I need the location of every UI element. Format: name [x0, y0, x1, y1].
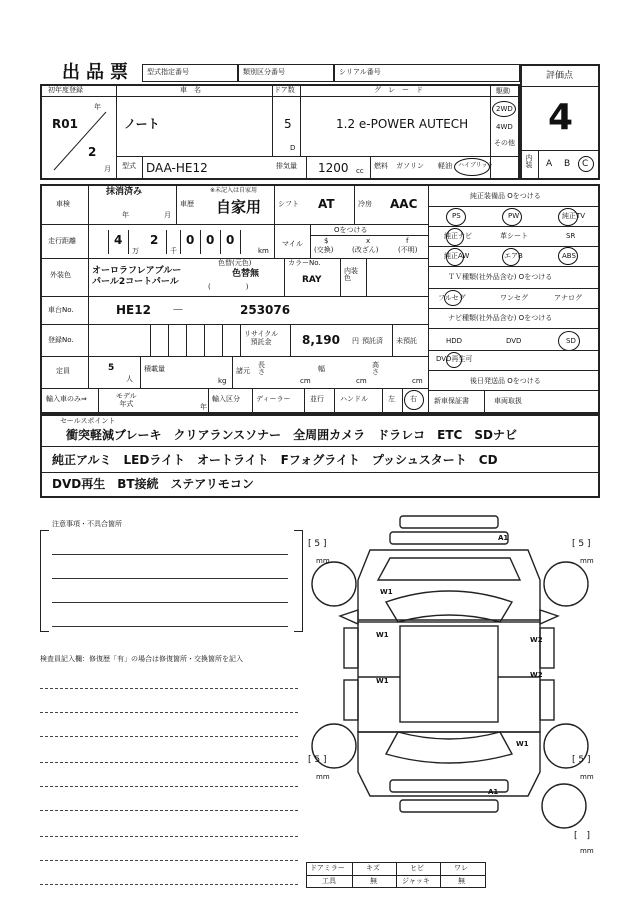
- width-cm: cm: [356, 377, 367, 385]
- import-label: 輸入車のみ⇒: [46, 395, 87, 403]
- mileage-digit-2: 2: [150, 233, 159, 247]
- fuel-diesel: 軽油: [438, 162, 452, 170]
- interior-label: 内装: [525, 154, 533, 168]
- mileage-digit-4: 0: [206, 233, 215, 247]
- footer-jack: ジャッキ: [402, 877, 430, 885]
- equip-tv-circle: [558, 208, 578, 226]
- length-cm: cm: [300, 377, 311, 385]
- equip-abs: ABS: [562, 252, 576, 260]
- sales-line-1: 衝突軽減ブレーキ クリアランスソナー 全周囲カメラ ドラレコ ETC SDナビ: [66, 428, 517, 442]
- capacity-unit: 人: [126, 375, 133, 383]
- meter-opt-3-symbol: f: [406, 237, 409, 245]
- int-color-label: 内装色: [344, 267, 358, 282]
- drive-2wd-circle: [492, 101, 516, 117]
- car-name: ノート: [124, 117, 160, 131]
- eval-box: [520, 64, 600, 180]
- equip-nav: 純正ナビ: [444, 232, 472, 240]
- model-year-label: モデル 年式: [116, 392, 137, 409]
- mark-w1-rear: W1: [516, 740, 529, 748]
- footer-h4: ワレ: [454, 864, 468, 872]
- displacement-label: 排気量: [276, 162, 297, 170]
- recycle-label: リサイクル 預託金: [244, 330, 279, 347]
- sales-line-3: DVD再生 BT接続 ステアリモコン: [52, 477, 254, 491]
- load-kg: kg: [218, 377, 227, 385]
- car-damage-diagram: [300, 510, 600, 830]
- shaken-value: 抹消済み: [106, 187, 143, 197]
- ext-color-label: 外装色: [50, 271, 71, 279]
- height-cm: cm: [412, 377, 423, 385]
- fuel-hybrid-circle: [454, 158, 490, 176]
- doors-value: 5: [284, 117, 292, 131]
- reg-slash: [48, 104, 112, 174]
- mark-a1-front: A1: [498, 534, 509, 542]
- cc-unit: cc: [356, 167, 364, 175]
- grade-label: グ レ ー ド: [374, 86, 423, 94]
- footer-h1: ドアミラー: [310, 864, 345, 872]
- eval-label: 評価点: [546, 71, 574, 81]
- dvd-circle: [446, 352, 462, 368]
- tv-fullseg: フルセグ: [438, 294, 466, 302]
- equip-abs-circle: [558, 247, 578, 265]
- nav-sd-circle: [558, 331, 580, 351]
- reg-label: 初年度登録: [48, 86, 83, 94]
- mile-label: マイル: [282, 240, 303, 248]
- form-label-type: 型式指定番号: [142, 64, 238, 82]
- history-label: 車歴: [180, 200, 194, 208]
- tire-fr-bracket: [ 5 ]: [572, 539, 591, 549]
- ac-value: AAC: [390, 197, 418, 211]
- mark-w2-rear-right: W2: [530, 671, 543, 679]
- mileage-digit-1: 4: [114, 233, 123, 247]
- nav-sd: SD: [566, 337, 576, 345]
- year-mark: 年: [94, 103, 101, 111]
- month-mark: 月: [104, 165, 111, 173]
- tv-oneseg: ワンセグ: [500, 294, 528, 302]
- eval-score: 4: [548, 97, 574, 138]
- form-label-serial: シリアル番号: [334, 64, 520, 82]
- import-dealer: ディーラー: [256, 395, 291, 403]
- length-label: 長さ: [258, 361, 265, 376]
- grade-value: 1.2 e-POWER AUTECH: [336, 117, 469, 131]
- history-note: ※未記入は自家用: [210, 187, 258, 194]
- chassis-label: 車台No.: [48, 306, 74, 314]
- equipment-title: 純正装備品 Oをつける: [470, 192, 541, 200]
- import-parallel: 並行: [310, 395, 324, 403]
- nav-dvd: DVD: [506, 337, 522, 345]
- drive-2wd: 2WD: [496, 105, 513, 113]
- sen-unit: 千: [170, 247, 177, 255]
- tire-fl-mm: mm: [316, 557, 330, 565]
- shift-value: AT: [318, 197, 335, 211]
- doors-label: ドア数: [274, 86, 295, 94]
- mileage-digit-3: 0: [186, 233, 195, 247]
- chassis-dash: －: [172, 303, 185, 317]
- chassis-prefix: HE12: [116, 303, 151, 317]
- drive-4wd: 4WD: [496, 123, 513, 131]
- fuel-hybrid: ハイブリット: [458, 162, 494, 169]
- model-label: 型式: [122, 162, 136, 170]
- drive-other: その他: [494, 139, 515, 147]
- equip-aw-circle: [446, 248, 464, 266]
- tv-fullseg-circle: [444, 290, 462, 306]
- equip-ps: PS: [452, 212, 461, 220]
- mileage-digit-5: 0: [226, 233, 235, 247]
- name-label: 車 名: [180, 86, 201, 94]
- footer-h2: キズ: [366, 864, 380, 872]
- meter-opt-1-symbol: $: [324, 237, 329, 245]
- recycle-unit: 円: [352, 337, 359, 345]
- tire-rr-mm: mm: [580, 773, 594, 781]
- caution-label: 注意事項・不具合箇所: [52, 520, 122, 528]
- mark-w1-hood: W1: [380, 588, 393, 596]
- handle-left: 左: [388, 395, 395, 403]
- later-warranty: 新車保証書: [434, 397, 469, 405]
- meter-opt-1-text: (交換): [314, 246, 334, 254]
- mark-w2-front-right: W2: [530, 636, 543, 644]
- later-title: 後日発送品 Oをつける: [470, 377, 541, 385]
- displacement-value: 1200: [318, 161, 349, 175]
- mileage-label: 走行距離: [48, 237, 76, 245]
- caution-bracket-left: [40, 530, 49, 632]
- height-label: 高さ: [372, 361, 379, 376]
- dvd-label: DVD再生可: [436, 355, 473, 363]
- sales-label: セールスポイント: [60, 417, 116, 425]
- tire-fl-bracket: [ 5 ]: [308, 539, 327, 549]
- color-no-value: RAY: [302, 275, 322, 285]
- sales-line-2: 純正アルミ LEDライト オートライト Fフォグライト プッシュスタート CD: [52, 453, 498, 467]
- meter-opt-2-symbol: x: [366, 237, 371, 245]
- tire-rr-bracket: [ 5 ]: [572, 755, 591, 765]
- ac-label: 冷房: [358, 200, 372, 208]
- recycle-unpaid: 未預託: [396, 337, 417, 345]
- spare-mm: mm: [580, 847, 594, 855]
- fuel-label: 燃料: [374, 162, 388, 170]
- tv-title: ＴＶ種類(社外品含む) Oをつける: [448, 273, 553, 281]
- capacity-label: 定員: [56, 367, 70, 375]
- equip-nav-circle: [446, 228, 464, 246]
- tire-fr-mm: mm: [580, 557, 594, 565]
- history-value: 自家用: [216, 198, 262, 216]
- dims-label: 諸元: [236, 367, 250, 375]
- interior-grade-circle: [578, 156, 594, 172]
- repaint-paren: ( ): [208, 283, 249, 291]
- nav-title: ナビ種類(社外品含む) Oをつける: [448, 314, 553, 322]
- mark-w1-rear-left: W1: [376, 677, 389, 685]
- spare-bracket: [ ]: [574, 831, 591, 841]
- shaken-month: 月: [164, 211, 171, 219]
- meter-opt-3-text: (不明): [398, 246, 418, 254]
- nav-hdd: HDD: [446, 337, 463, 345]
- reg-era: R01: [52, 117, 78, 131]
- circle-note: Oをつける: [334, 226, 368, 234]
- recycle-paid: 預託済: [362, 337, 383, 345]
- mark-w1-front-left: W1: [376, 631, 389, 639]
- equip-tv: 純正TV: [562, 212, 586, 220]
- footer-tools: 工具: [322, 877, 336, 885]
- footer-h3: ヒビ: [410, 864, 424, 872]
- shift-label: シフト: [278, 200, 299, 208]
- meter-opt-2-text: (改ざん): [352, 246, 379, 254]
- reg-no-label: 登録No.: [48, 336, 74, 344]
- handle-right: 右: [410, 395, 417, 403]
- tire-rl-mm: mm: [316, 773, 330, 781]
- equip-pw-circle: [502, 208, 522, 226]
- capacity-value: 5: [108, 363, 115, 373]
- interior-grade-a: A: [546, 159, 553, 169]
- equip-leather: 革シート: [500, 232, 528, 240]
- form-label-class: 類別区分番号: [238, 64, 334, 82]
- model-value: DAA-HE12: [146, 161, 208, 175]
- tv-analog: アナログ: [554, 294, 582, 302]
- form-title: 出品票: [62, 62, 134, 83]
- tire-rl-bracket: [ 5 ]: [308, 755, 327, 765]
- handle-right-circle: [404, 390, 424, 410]
- repaint-label: 色替(元色): [218, 259, 252, 267]
- repaint-value: 色替無: [232, 269, 260, 279]
- footer-jack-value: 無: [458, 877, 465, 885]
- reg-month: 2: [88, 145, 97, 159]
- equip-aw: 純正AW: [444, 252, 470, 260]
- load-label: 積載量: [144, 365, 165, 373]
- doors-suffix: D: [290, 144, 296, 152]
- drive-label: 駆動: [496, 87, 510, 95]
- handle-label: ハンドル: [340, 395, 368, 403]
- width-label: 幅: [318, 365, 325, 373]
- inspector-label: 検査員記入欄：修復歴「有」の場合は修復箇所・交換箇所を記入: [40, 655, 243, 663]
- equip-airbag: エアB: [504, 252, 523, 260]
- interior-grade-c: C: [582, 159, 589, 169]
- fuel-gasoline: ガソリン: [396, 162, 424, 170]
- footer-tools-value: 無: [370, 877, 377, 885]
- model-year-unit: 年: [200, 403, 207, 411]
- man-unit: 万: [132, 247, 139, 255]
- equip-airbag-circle: [502, 248, 520, 266]
- color-no-label: カラーNo.: [288, 259, 321, 267]
- equip-ps-circle: [446, 208, 466, 226]
- equip-sr: SR: [566, 232, 576, 240]
- ext-color-value: オーロラフレアブルー パール2コートパール: [92, 266, 182, 287]
- later-manual: 車両取扱: [494, 397, 522, 405]
- chassis-number: 253076: [240, 303, 291, 317]
- shaken-year: 年: [122, 211, 129, 219]
- interior-grade-b: B: [564, 159, 571, 169]
- equip-pw: PW: [508, 212, 520, 220]
- recycle-value: 8,190: [302, 333, 340, 347]
- km-unit: km: [258, 247, 269, 255]
- import-cat-label: 輸入区分: [212, 395, 240, 403]
- mark-a1-rear: A1: [488, 788, 499, 796]
- shaken-label: 車検: [56, 200, 70, 208]
